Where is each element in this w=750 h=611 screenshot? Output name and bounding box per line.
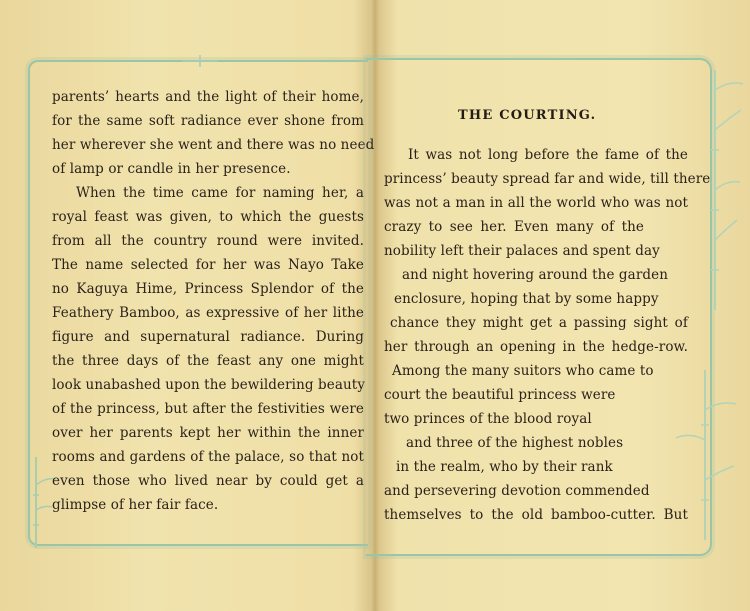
text-line: enclosure, hoping that by some happy [394,291,659,307]
text-line: and three of the highest nobles [406,435,624,451]
text-line: figure and supernatural radiance. During [52,329,364,345]
text-line: and night hovering around the garden [402,267,668,283]
right-page [370,0,750,611]
text-line: the three days of the feast any one might [52,353,364,369]
text-line: When the time came for naming her, a [76,185,364,201]
text-line: Among the many suitors who came to [392,363,654,379]
text-line: court the beautiful princess were [384,387,616,403]
text-line: was not a man in all the world who was not [384,195,688,211]
text-line: royal feast was given, to which the guests [52,209,364,225]
bamboo-top-ornament-icon [180,54,220,68]
text-line: no Kaguya Hime, Princess Splendor of the [52,281,364,297]
text-line: for the same soft radiance ever shone from [52,113,364,129]
text-line: in the realm, who by their rank [396,459,613,475]
text-line: over her parents kept her within the inner [52,425,364,441]
text-line: glimpse of her fair face. [52,497,219,513]
bamboo-branch-icon [685,70,745,310]
text-line: of lamp or candle in her presence. [52,161,291,177]
text-line: Feathery Bamboo, as expressive of her lithe [52,305,364,321]
text-line: rooms and gardens of the palace, so that not [52,449,364,465]
chapter-heading: THE COURTING. [458,108,597,123]
text-line: The name selected for her was Nayo Take [52,257,364,273]
text-line: even those who lived near by could get a [52,473,364,489]
text-line: parents’ hearts and the light of their home, [52,89,364,105]
text-line: her wherever she went and there was no need [52,137,375,153]
text-line: and persevering devotion commended [384,483,650,499]
text-line: from all the country round were invited. [52,233,364,249]
text-line: princess’ beauty spread far and wide, till there [384,171,711,187]
text-line: nobility left their palaces and spent day [384,243,660,259]
text-line: It was not long before the fame of the [408,147,688,163]
right-page-text [384,143,711,527]
left-page-text [52,85,375,517]
text-line: themselves to the old bamboo-cutter. But [384,507,688,523]
text-line: crazy to see her. Even many of the [384,219,644,235]
text-line: look unabashed upon the bewildering beauty [52,377,366,393]
text-line: of the princess, but after the festivities were [52,401,364,417]
text-line: her through an opening in the hedge-row. [384,339,688,355]
text-line: two princes of the blood royal [384,411,592,427]
text-line: chance they might get a passing sight of [390,315,688,331]
